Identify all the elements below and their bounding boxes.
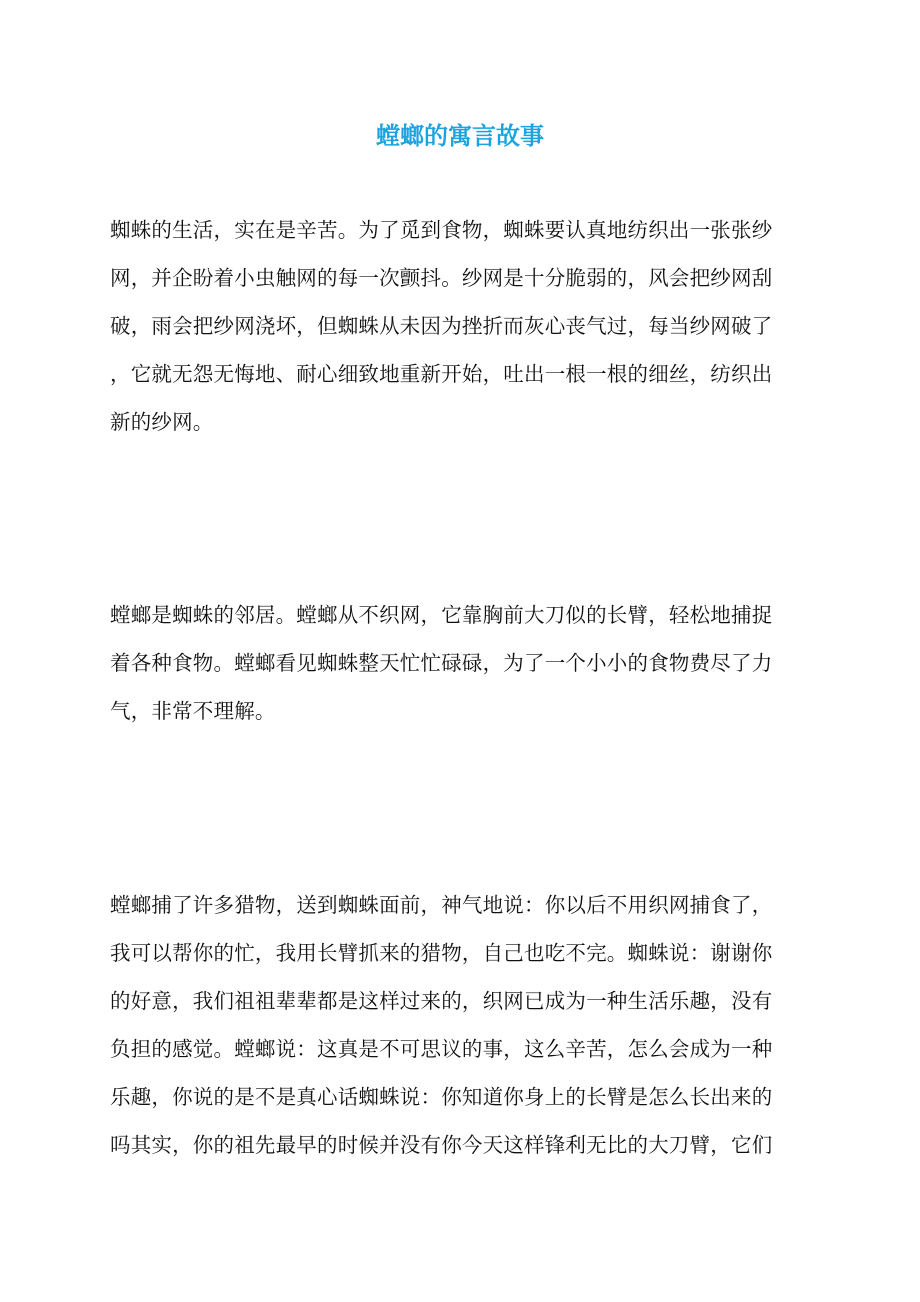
text-line: 螳螂是蜘蛛的邻居。螳螂从不织网，它靠胸前大刀似的长臂，轻松地捕捉 [110,603,773,627]
text-line: 蜘蛛的生活，实在是辛苦。为了觅到食物，蜘蛛要认真地纺织出一张张纱 [110,218,773,242]
text-line: 气，非常不理解。 [110,699,276,723]
paragraph-2 [110,591,820,735]
text-line: 网，并企盼着小虫触网的每一次颤抖。纱网是十分脆弱的，风会把纱网刮 [110,266,773,290]
text-line: 我可以帮你的忙，我用长臂抓来的猎物，自己也吃不完。蜘蛛说：谢谢你 [110,941,773,965]
text-line: 负担的感觉。螳螂说：这真是不可思议的事，这么辛苦，怎么会成为一种 [110,1037,773,1061]
text-line: 新的纱网。 [110,410,214,434]
document-title: 螳螂的寓言故事 [376,122,544,150]
paragraph-1 [110,206,820,446]
text-line: 破，雨会把纱网浇坏，但蜘蛛从未因为挫折而灰心丧气过，每当纱网破了 [110,314,773,338]
text-line: 螳螂捕了许多猎物，送到蜘蛛面前，神气地说：你以后不用织网捕食了， [110,893,773,917]
text-line: 吗其实，你的祖先最早的时候并没有你今天这样锋利无比的大刀臂，它们 [110,1133,773,1157]
text-line: 乐趣，你说的是不是真心话蜘蛛说：你知道你身上的长臂是怎么长出来的 [110,1085,773,1109]
text-line: ，它就无怨无悔地、耐心细致地重新开始，吐出一根一根的细丝，纺织出 [110,362,773,386]
text-line: 着各种食物。螳螂看见蜘蛛整天忙忙碌碌，为了一个小小的食物费尽了力 [110,651,773,675]
text-line: 的好意，我们祖祖辈辈都是这样过来的，织网已成为一种生活乐趣，没有 [110,989,773,1013]
paragraph-3 [110,881,820,1169]
